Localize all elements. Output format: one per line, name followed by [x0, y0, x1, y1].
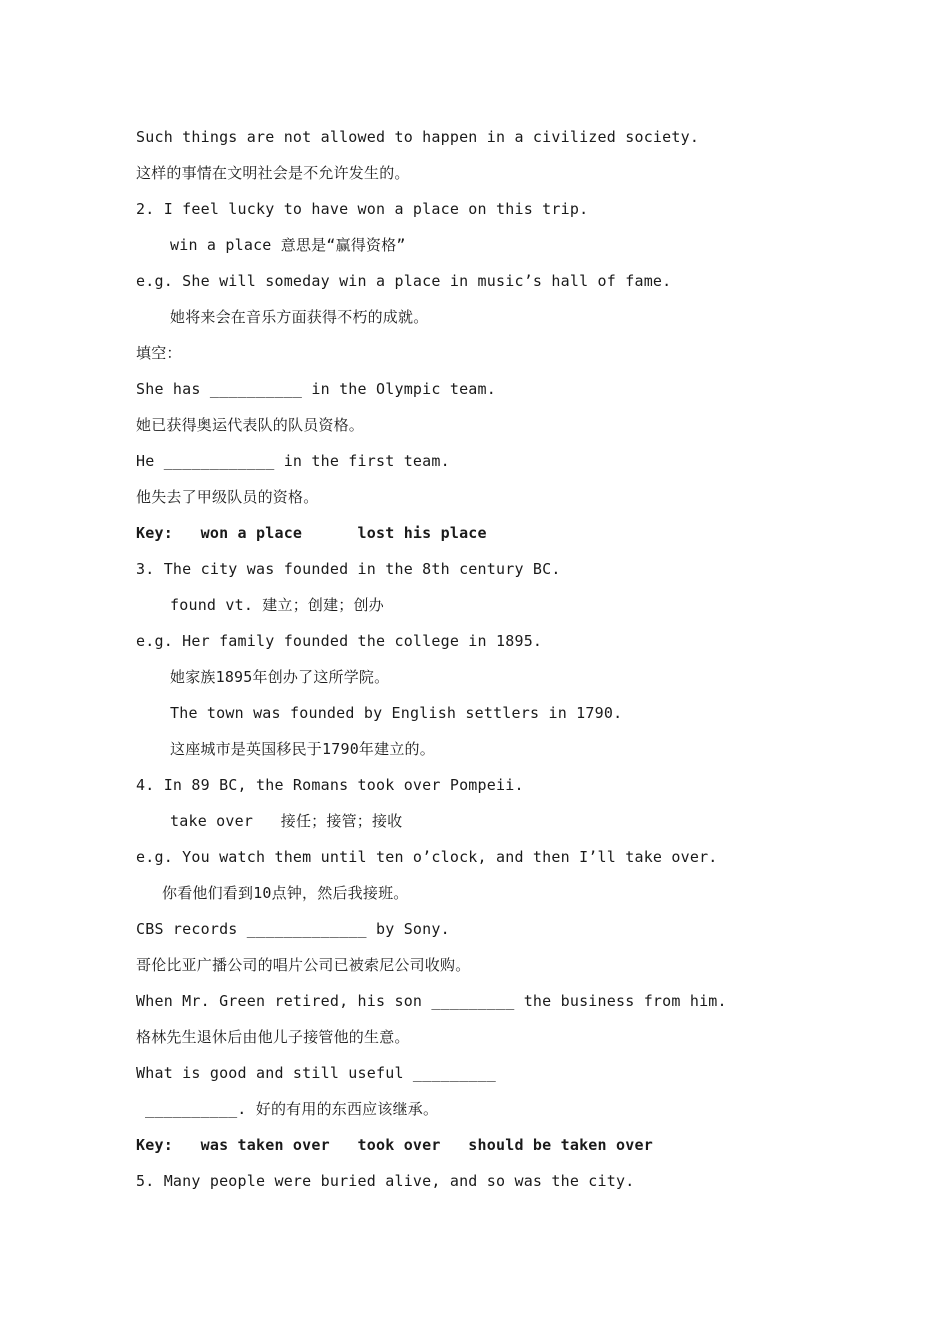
text-line: e.g. Her family founded the college in 1895.: [136, 632, 543, 650]
text-line: When Mr. Green retired, his son _________ the business from him.: [136, 992, 727, 1010]
text-line: 她已获得奥运代表队的队员资格。: [136, 416, 365, 434]
text-line: 她家族1895年创办了这所学院。: [170, 668, 390, 686]
text-line: He ____________ in the first team.: [136, 452, 450, 470]
text-line: 3. The city was founded in the 8th century BC.: [136, 560, 561, 578]
text-line: She has __________ in the Olympic team.: [136, 380, 496, 398]
text-line: 格林先生退休后由他儿子接管他的生意。: [136, 1028, 410, 1046]
text-line: found vt. 建立；创建；创办: [170, 596, 384, 614]
text-line: 4. In 89 BC, the Romans took over Pompeii.: [136, 776, 524, 794]
text-line: 你看他们看到10点钟，然后我接班。: [162, 884, 409, 902]
text-line: 哥伦比亚广播公司的唱片公司已被索尼公司收购。: [136, 956, 471, 974]
text-line: 她将来会在音乐方面获得不朽的成就。: [170, 308, 429, 326]
text-line: CBS records _____________ by Sony.: [136, 920, 450, 938]
text-line: take over 接任；接管；接收: [170, 812, 403, 830]
text-line: 填空：: [136, 344, 182, 362]
text-line: win a place 意思是“赢得资格”: [170, 236, 406, 254]
text-line: What is good and still useful _________: [136, 1064, 496, 1082]
text-line: 这座城市是英国移民于1790年建立的。: [170, 740, 435, 758]
text-line: 他失去了甲级队员的资格。: [136, 488, 319, 506]
text-line: __________. 好的有用的东西应该继承。: [145, 1100, 439, 1118]
answer-key: Key: was taken over took over should be taken over: [136, 1136, 653, 1154]
text-line: The town was founded by English settlers in 1790.: [170, 704, 623, 722]
text-line: 这样的事情在文明社会是不允许发生的。: [136, 164, 410, 182]
answer-key: Key: won a place lost his place: [136, 524, 487, 542]
text-line: 5. Many people were buried alive, and so was the city.: [136, 1172, 635, 1190]
text-line: e.g. You watch them until ten o’clock, and then I’ll take over.: [136, 848, 718, 866]
text-line: e.g. She will someday win a place in music’s hall of fame.: [136, 272, 672, 290]
text-line: Such things are not allowed to happen in a civilized society.: [136, 128, 700, 146]
text-line: 2. I feel lucky to have won a place on this trip.: [136, 200, 589, 218]
